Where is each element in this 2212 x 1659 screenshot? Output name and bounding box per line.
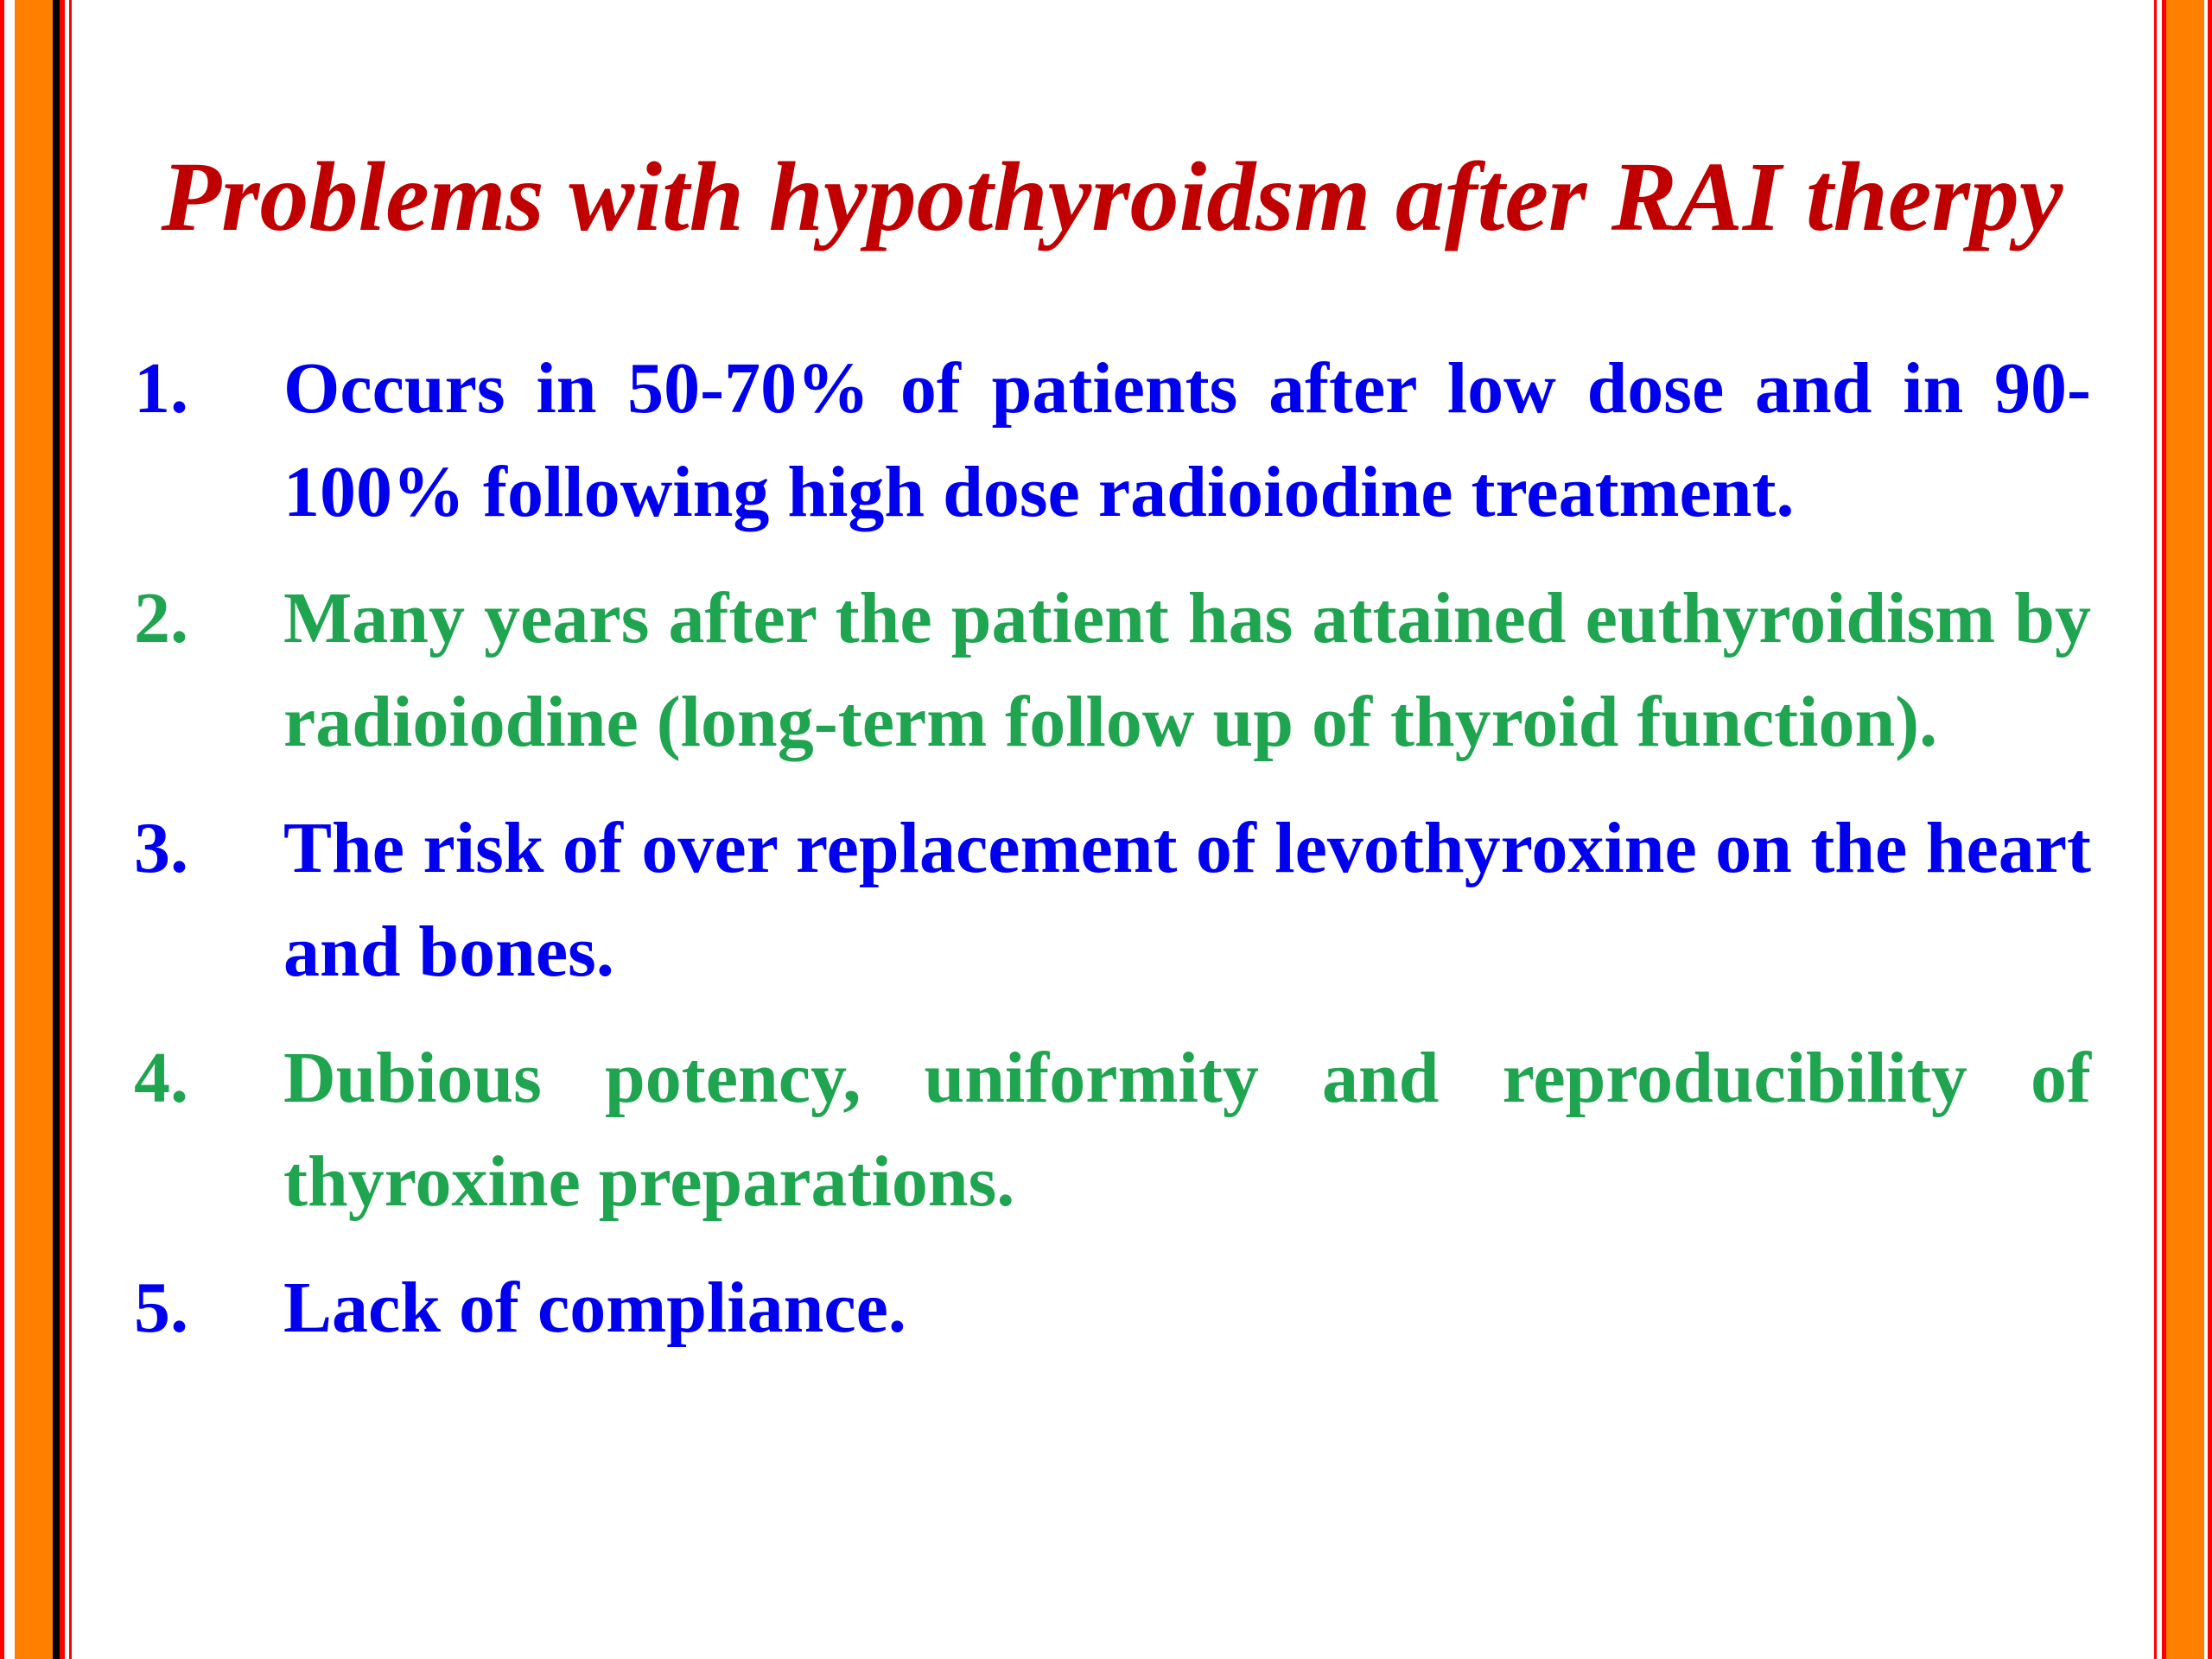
list-number: 4. [134,1038,188,1118]
list-item-5 [134,1256,2091,1360]
list-text: The risk of over replacement of levothyroxine on the heart and bones. [283,808,2091,992]
list-number: 1. [134,348,188,429]
left-border-black-line [53,0,60,1659]
list-item-1 [134,337,2091,544]
problem-list [134,337,2091,1382]
list-item-3 [134,797,2091,1004]
list-text: Many years after the patient has attained euthyroidism by radioiodine (long-term follow up of thyroid function). [283,578,2091,762]
slide-title: Problems with hypothyroidsm after RAI therpy [161,142,2063,251]
left-border-orange-band [15,0,53,1659]
left-border-white-gap [4,0,15,1659]
list-text: Occurs in 50-70% of patients after low dose and in 90-100% following high dose radioiodine treatment. [283,348,2091,532]
list-item-4 [134,1027,2091,1234]
left-border-inner-red-line [69,0,72,1659]
list-number: 3. [134,808,188,888]
list-text: Lack of compliance. [283,1268,906,1348]
list-number: 5. [134,1268,188,1348]
list-item-2 [134,567,2091,774]
list-number: 2. [134,578,188,658]
right-border-orange-band [2166,0,2204,1659]
list-text: Dubious potency, uniformity and reproducibility of thyroxine preparations. [283,1038,2091,1222]
right-border-red-edge [2208,0,2212,1659]
